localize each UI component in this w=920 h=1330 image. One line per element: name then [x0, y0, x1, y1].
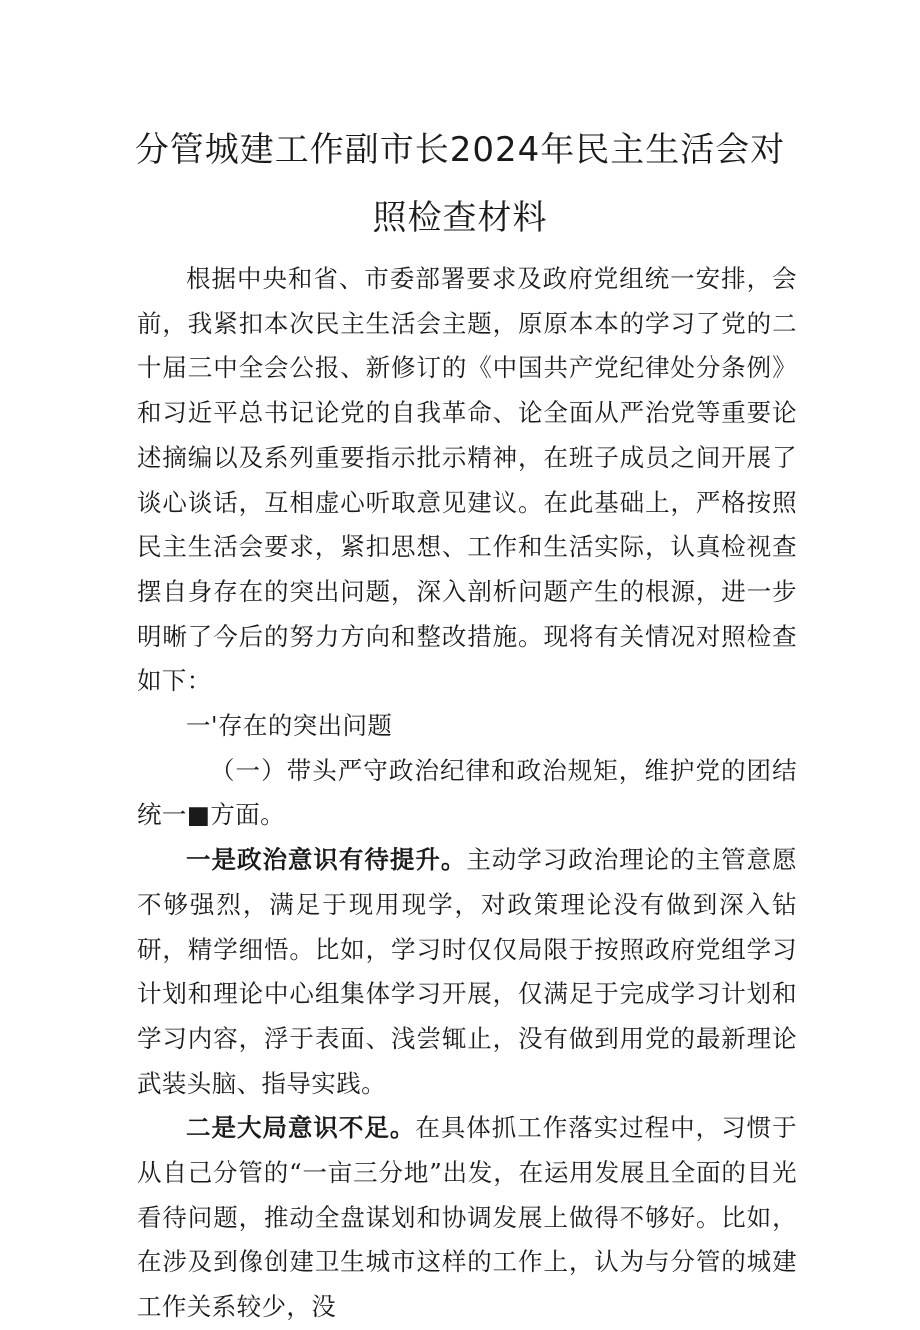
document-title-line1: 分管城建工作副市长2024年民主生活会对 — [134, 130, 786, 170]
intro-paragraph: 根据中央和省、市委部署要求及政府党组统一安排，会前，我紧扣本次民主生活会主题，原原本本的学习了党的二十届三中全会公报、新修订的《中国共产党纪律处分条例》和习近平总书记论党的自我革命、论全面从严治党等重要论述摘编以及系列重要指示批示精神，在班子成员之间开展了谈心谈话，互相虚心听取意见建议。在此基础上，严格按照民主生活会要求，紧扣思想、工作和生活实际，认真检视查摆自身存在的突出问题，深入剖析问题产生的根源，进一步明晰了今后的努力方向和整改措施。现将有关情况对照检查如下： — [137, 264, 797, 696]
point-1-text: 主动学习政治理论的主管意愿不够强烈，满足于现用现学，对政策理论没有做到深入钻研，精学细悟。比如，学习时仅仅局限于按照政府党组学习计划和理论中心组集体学习开展，仅满足于完成学习计划和学习内容，浮于表面、浅尝辄止，没有做到用党的最新理论武装头脑、指导实践。 — [137, 845, 797, 1098]
point-1-lead: 一是政治意识有待提升。 — [186, 845, 467, 875]
subsection-heading-1: （一）带头严守政治纪律和政治规矩，维护党的团结统一■方面。 — [137, 755, 797, 830]
section-heading-1: 一'存在的突出问题 — [186, 711, 393, 741]
point-2-lead: 二是大局意识不足。 — [186, 1113, 416, 1143]
document-body — [137, 257, 797, 1330]
document-title-line2: 照检查材料 — [372, 198, 548, 238]
point-2-paragraph — [137, 1106, 797, 1330]
point-1-paragraph — [137, 838, 797, 1106]
point-2-text: 在具体抓工作落实过程中，习惯于从自己分管的“一亩三分地”出发，在运用发展且全面的目光看待问题，推动全盘谋划和协调发展上做得不够好。比如，在涉及到像创建卫生城市这样的工作上，认为与分管的城建工作关系较少，没 — [137, 1113, 797, 1322]
